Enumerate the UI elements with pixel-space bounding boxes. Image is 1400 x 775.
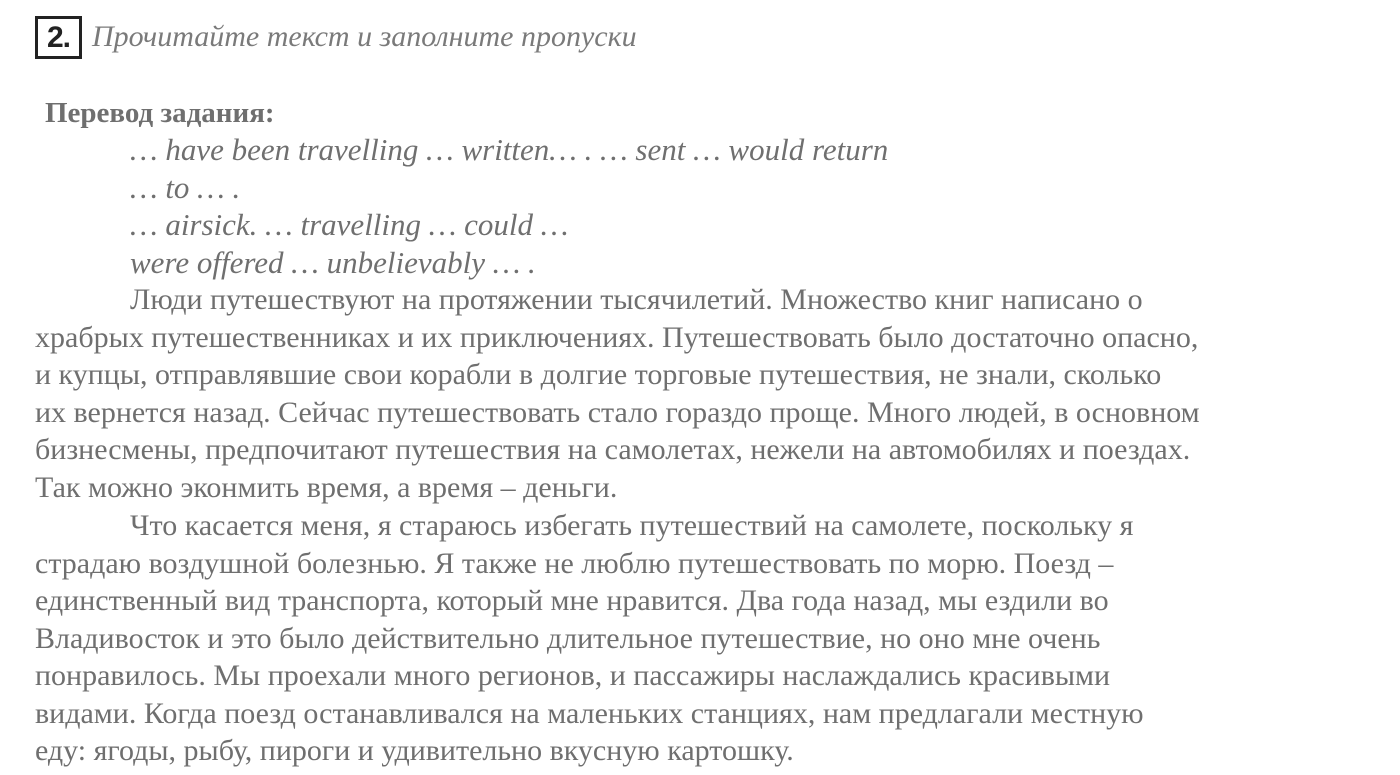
- paragraph-travel-history: [35, 281, 1365, 506]
- paragraph-line: и купцы, отправлявшие свои корабли в долгие торговые путешествия, не знали, сколько: [35, 358, 1162, 391]
- answer-lines: [130, 131, 888, 281]
- task-number-box: 2.: [35, 16, 82, 59]
- answer-line: … to … .: [130, 169, 241, 205]
- task-instruction: Прочитайте текст и заполните пропуски: [92, 20, 637, 53]
- paragraph-line: Владивосток и это было действительно длительное путешествие, но оно мне очень: [35, 621, 1101, 655]
- answer-line: … airsick. … travelling … could …: [130, 207, 569, 242]
- paragraph-line: Так можно эконмить время, а время – деньги.: [35, 470, 618, 504]
- paragraph-line: Что касается меня, я стараюсь избегать путешествий на самолете, поскольку я: [130, 509, 1134, 542]
- answer-line: … have been travelling … written… . … sent … would return: [130, 132, 889, 167]
- paragraph-line: их вернется назад. Сейчас путешествовать стало гораздо проще. Много людей, в основном: [35, 395, 1200, 429]
- paragraph-line: храбрых путешественниках и их приключениях. Путешествовать было достаточно опасно,: [35, 320, 1199, 354]
- task-header: [35, 14, 637, 60]
- paragraph-line: единственный вид транспорта, который мне нравится. Два года назад, мы ездили во: [35, 584, 1109, 617]
- paragraph-line: Люди путешествуют на протяжении тысячилетий. Множество книг написано о: [130, 283, 1143, 316]
- paragraph-line: страдаю воздушной болезнью. Я также не люблю путешествовать по морю. Поезд –: [35, 546, 1114, 580]
- paragraph-line: понравилось. Мы проехали много регионов, и пассажиры наслаждались красивыми: [35, 659, 1111, 692]
- paragraph-line: еду: ягоды, рыбу, пироги и удивительно вкусную картошку.: [35, 734, 794, 767]
- paragraph-line: бизнесмены, предпочитают путешествия на самолетах, нежели на автомобилях и поездах.: [35, 433, 1191, 466]
- paragraph-personal-travel: [35, 507, 1365, 770]
- answer-line: were offered … unbelievably … .: [130, 244, 536, 280]
- paragraph-line: видами. Когда поезд останавливался на маленьких станциях, нам предлагали местную: [35, 696, 1144, 730]
- translation-heading: Перевод задания:: [45, 97, 275, 129]
